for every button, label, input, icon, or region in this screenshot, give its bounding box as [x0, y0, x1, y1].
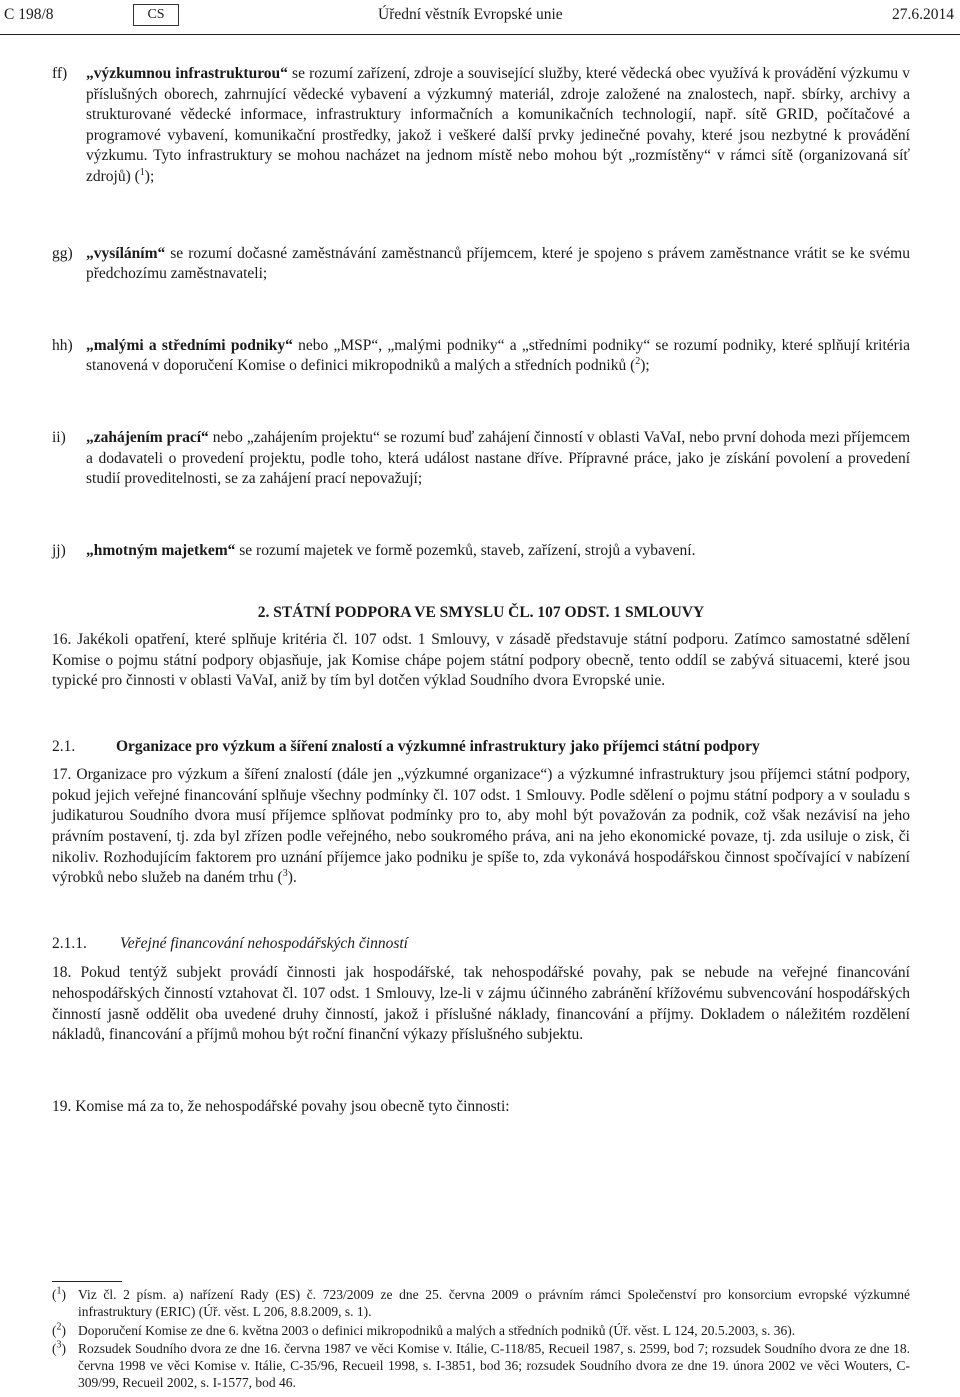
subsection-number: 2.1.	[52, 737, 76, 755]
definition-gg	[52, 244, 910, 285]
subsection-title: Organizace pro výzkum a šíření znalostí a výzkumné infrastruktury jako příjemci státní podpory	[116, 737, 760, 755]
definition-hh	[52, 336, 910, 377]
definition-label: hh)	[52, 336, 73, 354]
definition-tail: );	[144, 167, 155, 185]
main-content	[52, 64, 910, 1117]
definition-text: se rozumí majetek ve formě pozemků, staveb, zařízení, strojů a vybavení.	[235, 541, 696, 559]
paragraph-tail: ).	[287, 869, 297, 887]
footnote-text: Doporučení Komise ze dne 6. května 2003 o definici mikropodniků a malých a středních podniků (Úř. věst. L 124, 20.5.2003, s. 36).	[78, 1322, 796, 1338]
footnote-1	[52, 1286, 910, 1321]
definition-term: „hmotným majetkem“	[86, 541, 236, 559]
footnote-number: ($^3$)	[52, 1339, 66, 1356]
subsection-title: Veřejné financování nehospodářských činností	[120, 934, 408, 952]
definition-term: „vysíláním“	[86, 244, 166, 262]
definition-text: nebo „MSP“, „malými podniky“ a „středními podniky“ se rozumí podniky, které splňují kritéria stanovená v doporučení Komise o definici mikropodniků a malých a středních podniků (	[86, 336, 910, 375]
definition-label: ff)	[52, 65, 68, 82]
page-header	[0, 4, 960, 26]
definition-text: nebo „zahájením projektu“ se rozumí buď zahájení činností v oblasti VaVaI, nebo první dohoda mezi příjemcem a dodavateli o provedení projektu, podle toho, která událost nastane dříve. Přípravné práce, jako je získání povolení a provedení studií proveditelnosti, se za zahájení prací nepovažují;	[86, 428, 910, 488]
footnote-divider	[52, 1281, 122, 1282]
paragraph-17	[52, 765, 910, 889]
footnote-2	[52, 1322, 910, 1339]
footnote-text: Rozsudek Soudního dvora ze dne 16. června 1987 ve věci Komise v. Itálie, C-118/85, Recueil 1987, s. 2599, bod 7; rozsudek Soudního dvora ze dne 18. června 1998 ve věci Komise v. Itálie, C-35/96, Recueil 1998, s. I-3851, bod 36; rozsudek Soudního dvora ze dne 19. února 2002 ve věci Wouters, C-309/99, Recueil 2002, s. I-1577, bod 46.	[78, 1340, 910, 1391]
footnote-number: ($^2$)	[52, 1321, 66, 1338]
definition-term: „výzkumnou infrastrukturou“	[86, 65, 288, 82]
journal-reference: C 198/8	[4, 6, 54, 23]
subsection-heading-2-1	[52, 737, 910, 758]
definition-label: jj)	[52, 541, 66, 559]
footnotes	[52, 1286, 910, 1392]
publication-date: 27.6.2014	[892, 6, 954, 23]
section-heading: 2. STÁTNÍ PODPORA VE SMYSLU ČL. 107 ODST. 1 SMLOUVY	[257, 604, 705, 622]
language-badge: CS	[133, 4, 179, 26]
footnote-ref[interactable]: 3	[282, 868, 288, 880]
journal-title: Úřední věstník Evropské unie	[378, 6, 563, 23]
definition-ff	[52, 64, 910, 188]
paragraph-19: 19. Komise má za to, že nehospodářské povahy jsou obecně tyto činnosti:	[52, 1097, 510, 1115]
definition-jj	[52, 541, 910, 562]
footnote-3	[52, 1340, 910, 1392]
footnote-number: ($^1$)	[52, 1285, 66, 1302]
header-divider	[0, 34, 960, 35]
footnote-text: Viz čl. 2 písm. a) nařízení Rady (ES) č. 723/2009 ze dne 25. června 2009 o právním rámci Společenství pro konsorcium evropské výzkumné infrastruktury (ERIC) (Úř. věst. L 206, 8.8.2009, s. 1).	[78, 1287, 910, 1320]
definition-ii	[52, 428, 910, 490]
definition-term: „malými a středními podniky“	[86, 336, 293, 354]
definition-tail: );	[640, 357, 650, 375]
paragraph-18: 18. Pokud tentýž subjekt provádí činnosti jak hospodářské, tak nehospodářské povahy, pak se nebude na veřejné financování nehospodářských činností vztahovat čl. 107 odst. 1 Smlouvy, lze-li v zájmu účinného zabránění křížovému subvencování hospodářských činností jasně oddělit oba uvedené druhy činností, jakož i příslušné náklady, financování a příjmy. Dokladem o náležitém rozdělení nákladů, financování a příjmů mohou být roční finanční výkazy příslušného subjektu.	[52, 964, 910, 1044]
definition-text: se rozumí zařízení, zdroje a související služby, které vědecká obec využívá k provádění výzkumu v příslušných oborech, zahrnující vědecké vybavení a výzkumný materiál, zdroje založené na znalostech, např. sbírky, archivy a strukturované vědecké informace, infrastruktury informačních a komunikačních technologií, např. sítě GRID, počítačové a programové vybavení, komunikační prostředky, jakož i veškeré další prvky jedinečné povahy, které jsou nezbytné k provádění výzkumu. Tyto infrastruktury se mohou nacházet na jednom místě nebo mohou být „rozmístěny“ v rámci sítě (organizovaná síť zdrojů) (	[86, 65, 910, 185]
paragraph-16: 16. Jakékoli opatření, které splňuje kritéria čl. 107 odst. 1 Smlouvy, v zásadě představuje státní podporu. Zatímco samostatné sdělení Komise o pojmu státní podpory objasňuje, jak Komise chápe pojem státní podpory obecně, tento oddíl se zabývá situacemi, které jsou typické pro činnosti v oblasti VaVaI, aniž by tím byl dotčen výklad Soudního dvora Evropské unie.	[52, 630, 910, 690]
definition-text: se rozumí dočasné zaměstnávání zaměstnanců příjemcem, které je spojeno s právem zaměstnance vrátit se ke svému předchozímu zaměstnavateli;	[86, 244, 910, 283]
subsection-number: 2.1.1.	[52, 934, 87, 952]
footnote-ref[interactable]: 2	[635, 356, 641, 368]
definition-label: gg)	[52, 244, 73, 262]
paragraph-text: 17. Organizace pro výzkum a šíření znalostí (dále jen „výzkumné organizace“) a výzkumné infrastruktury jsou příjemci státní podpory, pokud jejich veřejné financování splňuje všechny podmínky čl. 107 odst. 1 Smlouvy. Podle sdělení o pojmu státní podpory a v souladu s judikaturou Soudního dvora musí příjemce splňovat podmínky pro to, aby mohl být považován za podnik, což však nezávisí na jeho právním postavení, tj. zda byl zřízen podle veřejného, nebo soukromého práva, ani na jeho ekonomické povaze, tj. zda usiluje o zisk, či nikoliv. Rozhodujícím faktorem pro uznání příjemce jako podniku je spíše to, zda vykonává hospodářskou činnost spočívající v nabízení výrobků nebo služeb na daném trhu (	[52, 766, 910, 887]
subsection-heading-2-1-1	[52, 934, 910, 955]
footnote-ref[interactable]: 1	[139, 166, 145, 178]
definition-term: „zahájením prací“	[86, 428, 209, 446]
definition-label: ii)	[52, 428, 66, 446]
